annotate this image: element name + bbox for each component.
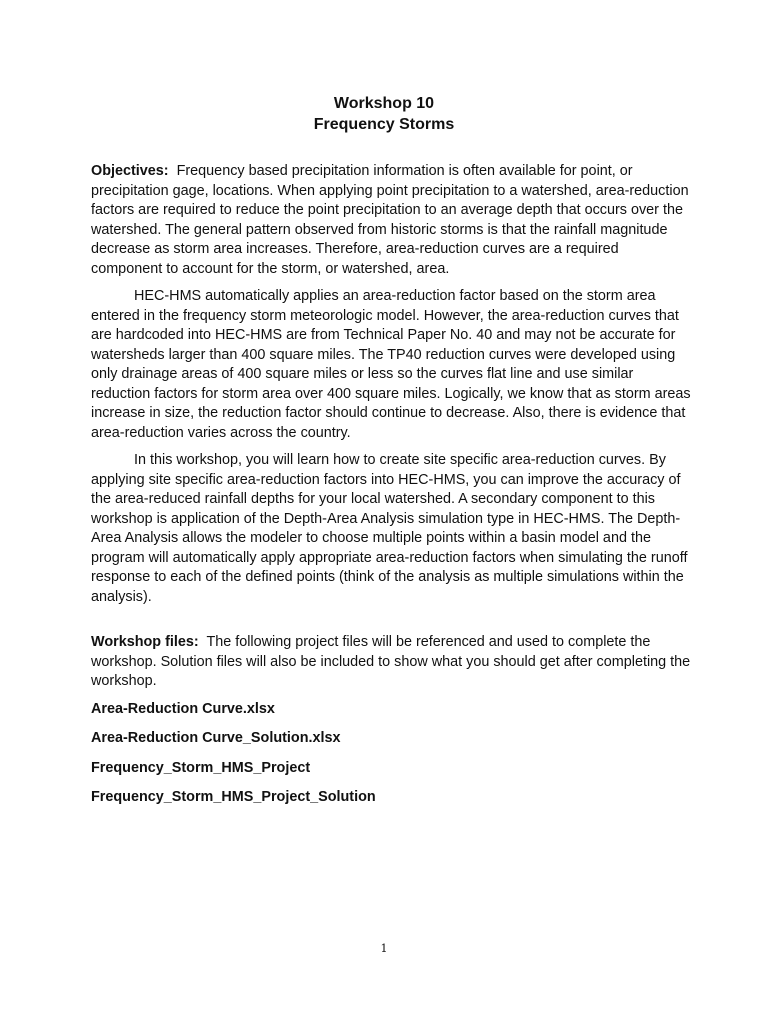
file-item: Frequency_Storm_HMS_Project_Solution	[91, 789, 376, 805]
file-list	[91, 700, 691, 808]
page-number: 1	[380, 942, 388, 955]
title-line-2: Frequency Storms	[313, 116, 455, 133]
file-item: Area-Reduction Curve.xlsx	[91, 700, 275, 717]
document-title	[0, 93, 768, 135]
paragraph-workshop-intro: In this workshop, you will learn how to create site specific area-reduction curves. By applying site specific area-reduction factors into HEC-HMS, you can improve the accuracy of the area-reduced rainfall depths for your local watershed. A secondary component to this workshop is application of the Depth-Area Analysis simulation type in HEC-HMS. The Depth-Area Analysis allows the modeler to choose multiple points within a basin model and the program will automatically apply appropriate area-reduction factors when simulating the runoff response to each of the defined points (think of the analysis as multiple simulations within the analysis).	[91, 452, 688, 605]
workshop-files-paragraph	[91, 633, 691, 692]
workshop-files-label: Workshop files:	[91, 634, 199, 650]
title-line-1: Workshop 10	[333, 95, 435, 112]
file-item: Frequency_Storm_HMS_Project	[91, 759, 311, 776]
objectives-text: Frequency based precipitation information is often available for point, or precipitation gage, locations. When applying point precipitation to a watershed, area-reduction factors are required to reduce the point precipitation to an average depth that occurs over the watershed. The general pattern observed from historic storms is that the rainfall magnitude decrease as storm area increases. Therefore, area-reduction curves are a required component to account for the storm, or watershed, area.	[91, 163, 689, 277]
objectives-label: Objectives:	[91, 163, 169, 179]
objectives-paragraph	[91, 162, 691, 279]
paragraph-hec-hms: HEC-HMS automatically applies an area-reduction factor based on the storm area entered in the frequency storm meteorologic model. However, the area-reduction curves that are hardcoded into HEC-HMS are from Technical Paper No. 40 and may not be accurate for watersheds larger than 400 square miles. The TP40 reduction curves were developed using only drainage areas of 400 square miles or less so the curves flat line and use similar reduction factors for storm area over 400 square miles. Logically, we know that as storm areas increase in size, the reduction factor should continue to decrease. Also, there is evidence that area-reduction varies across the country.	[91, 288, 691, 441]
file-item: Area-Reduction Curve_Solution.xlsx	[91, 730, 341, 746]
document-body	[91, 162, 691, 818]
workshop-files-text: The following project files will be referenced and used to complete the workshop. Solution files will also be included to show what you should get after completing the workshop.	[91, 634, 691, 689]
